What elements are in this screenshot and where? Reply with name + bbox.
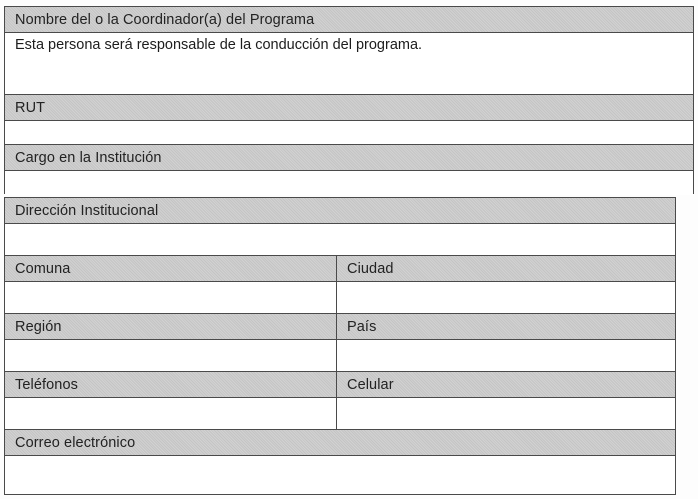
rut-header xyxy=(5,95,693,121)
pais-header xyxy=(337,314,675,339)
cargo-header xyxy=(5,145,693,171)
region-field[interactable] xyxy=(5,340,337,371)
cargo-field[interactable] xyxy=(5,171,693,195)
coordinator-name-field[interactable] xyxy=(5,33,693,95)
direccion-field[interactable] xyxy=(5,224,675,256)
telefonos-field[interactable] xyxy=(5,398,337,429)
cargo-label: Cargo en la Institución xyxy=(15,149,162,166)
correo-field[interactable] xyxy=(5,456,675,494)
coordinator-name-label: Nombre del o la Coordinador(a) del Programa xyxy=(15,11,315,28)
rut-label: RUT xyxy=(15,99,46,116)
region-label: Región xyxy=(15,318,62,335)
telefonos-header xyxy=(5,372,337,397)
pais-field[interactable] xyxy=(337,340,675,371)
direccion-label: Dirección Institucional xyxy=(15,202,159,219)
region-pais-fields xyxy=(5,340,675,372)
region-header xyxy=(5,314,337,339)
comuna-field[interactable] xyxy=(5,282,337,313)
comuna-ciudad-header xyxy=(5,256,675,282)
celular-field[interactable] xyxy=(337,398,675,429)
comuna-header xyxy=(5,256,337,281)
direccion-header xyxy=(5,198,675,224)
coordinator-table xyxy=(4,6,694,194)
telefonos-label: Teléfonos xyxy=(15,376,78,393)
rut-field[interactable] xyxy=(5,121,693,145)
address-table xyxy=(4,197,676,495)
ciudad-label: Ciudad xyxy=(347,260,394,277)
comuna-ciudad-fields xyxy=(5,282,675,314)
coordinator-name-header xyxy=(5,7,693,33)
pais-label: País xyxy=(347,318,377,335)
telefonos-celular-fields xyxy=(5,398,675,430)
ciudad-header xyxy=(337,256,675,281)
region-pais-header xyxy=(5,314,675,340)
correo-header xyxy=(5,430,675,456)
comuna-label: Comuna xyxy=(15,260,71,277)
coordinator-description: Esta persona será responsable de la conducción del programa. xyxy=(15,37,423,53)
celular-label: Celular xyxy=(347,376,394,393)
correo-label: Correo electrónico xyxy=(15,434,136,451)
telefonos-celular-header xyxy=(5,372,675,398)
ciudad-field[interactable] xyxy=(337,282,675,313)
celular-header xyxy=(337,372,675,397)
